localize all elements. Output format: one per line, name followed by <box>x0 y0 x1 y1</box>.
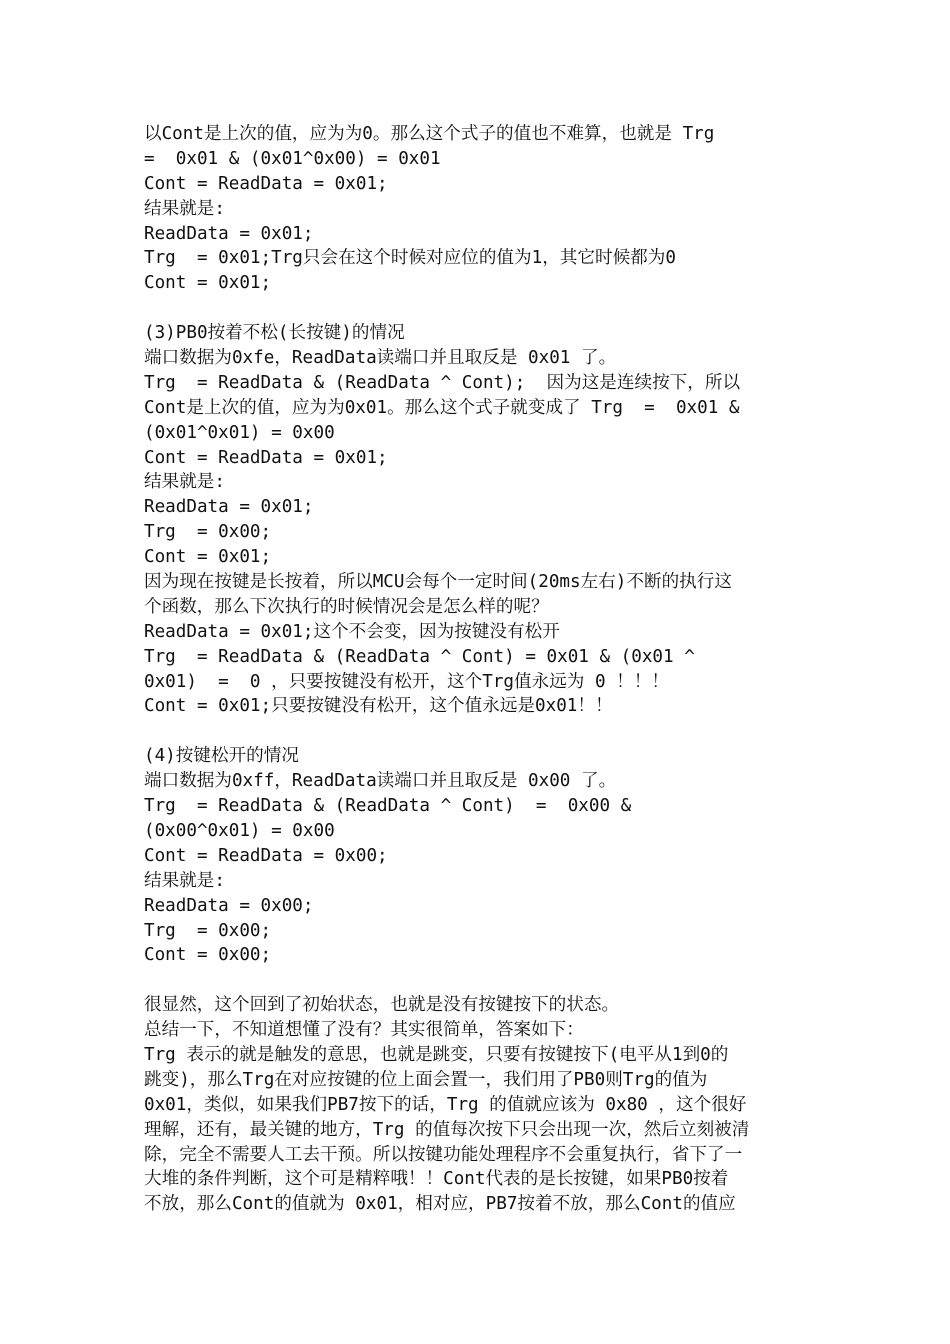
blank-line <box>144 968 816 993</box>
text-line: 以Cont是上次的值，应为为0。那么这个式子的值也不难算，也就是 Trg <box>144 124 715 144</box>
text-line: Trg 表示的就是触发的意思，也就是跳变，只要有按键按下(电平从1到0的 <box>144 1044 729 1065</box>
text-line: Cont是上次的值，应为为0x01。那么这个式子就变成了 Trg = 0x01 & <box>144 397 740 418</box>
text-line: ReadData = 0x00; <box>144 895 314 916</box>
text-line: Trg = ReadData & (ReadData ^ Cont); 因为这是连续按下，所以 <box>144 372 741 393</box>
text-line: 结果就是: <box>144 472 225 493</box>
text-line: ReadData = 0x01;这个不会变，因为按键没有松开 <box>144 621 560 642</box>
text-line: 结果就是: <box>144 870 225 891</box>
text-line: 个函数，那么下次执行的时候情况会是怎么样的呢？ <box>144 596 549 617</box>
text-line: Trg = ReadData & (ReadData ^ Cont) = 0x00 & <box>144 796 632 817</box>
text-line: 除，完全不需要人工去干预。所以按键功能处理程序不会重复执行，省下了一 <box>144 1144 743 1165</box>
text-line: = 0x01 & (0x01^0x00) = 0x01 <box>144 148 441 169</box>
text-line: ReadData = 0x01; <box>144 497 314 518</box>
section-case2-result <box>144 122 816 296</box>
text-line: Trg = ReadData & (ReadData ^ Cont) = 0x01 & (0x01 ^ <box>144 646 695 667</box>
text-line: Trg = 0x00; <box>144 920 272 941</box>
text-line: 0x01，类似，如果我们PB7按下的话，Trg 的值就应该为 0x80 ，这个很好 <box>144 1094 747 1115</box>
blank-line <box>144 719 816 744</box>
text-line: 端口数据为0xfe，ReadData读端口并且取反是 0x01 了。 <box>144 348 617 369</box>
text-line: ReadData = 0x01; <box>144 223 314 244</box>
text-line: 端口数据为0xff，ReadData读端口并且取反是 0x00 了。 <box>144 771 617 792</box>
text-line: 很显然，这个回到了初始状态，也就是没有按键按下的状态。 <box>144 995 620 1016</box>
text-line: (0x00^0x01) = 0x00 <box>144 820 335 841</box>
text-line: Cont = 0x01; <box>144 547 272 568</box>
document-body <box>144 122 816 1217</box>
text-line: Cont = ReadData = 0x01; <box>144 173 388 194</box>
blank-line <box>144 296 816 321</box>
text-line: 跳变)，那么Trg在对应按键的位上面会置一，我们用了PB0则Trg的值为 <box>144 1069 708 1090</box>
text-line: 因为现在按键是长按着，所以MCU会每个一定时间(20ms左右)不断的执行这 <box>144 572 732 593</box>
text-line: (0x01^0x01) = 0x00 <box>144 422 335 443</box>
text-line: Cont = 0x01; <box>144 273 272 294</box>
text-line: Cont = 0x01;只要按键没有松开，这个值永远是0x01！！ <box>144 696 613 717</box>
text-line: Trg = 0x01;Trg只会在这个时候对应位的值为1，其它时候都为0 <box>144 248 676 269</box>
text-line: Cont = ReadData = 0x01; <box>144 447 388 468</box>
text-line: 总结一下，不知道想懂了没有？其实很简单，答案如下： <box>144 1020 584 1041</box>
section-case4-release <box>144 744 816 968</box>
text-line: 不放，那么Cont的值就为 0x01，相对应，PB7按着不放，那么Cont的值应 <box>144 1194 736 1215</box>
text-line: Cont = ReadData = 0x00; <box>144 845 388 866</box>
section-case3-long-press <box>144 321 816 719</box>
text-line: 0x01) = 0 ，只要按键没有松开，这个Trg值永远为 0 ！！！ <box>144 671 669 692</box>
section-heading: (3)PB0按着不松(长按键)的情况 <box>144 323 405 344</box>
text-line: Cont = 0x00; <box>144 945 272 966</box>
text-line: 结果就是: <box>144 198 225 219</box>
section-heading: (4)按键松开的情况 <box>144 746 299 767</box>
section-summary <box>144 993 816 1217</box>
text-line: 理解，还有，最关键的地方，Trg 的值每次按下只会出现一次，然后立刻被清 <box>144 1119 750 1140</box>
text-line: 大堆的条件判断，这个可是精粹哦！！Cont代表的是长按键，如果PB0按着 <box>144 1169 729 1190</box>
text-line: Trg = 0x00; <box>144 522 272 543</box>
